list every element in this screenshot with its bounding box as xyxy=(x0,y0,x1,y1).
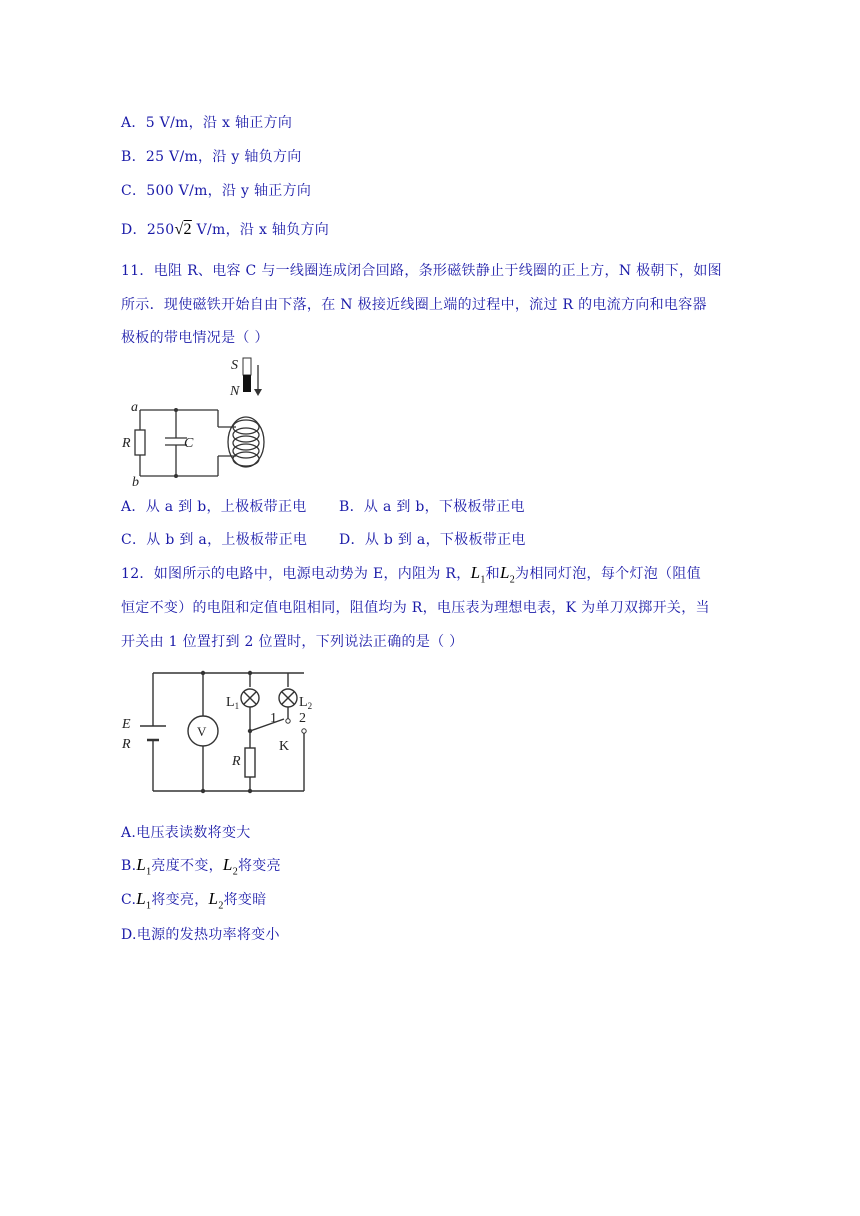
q12-stem-part-b: 为相同灯泡，每个灯泡（阻值 xyxy=(515,566,701,582)
q10-option-d xyxy=(121,219,329,239)
label-e: E xyxy=(122,717,131,732)
q12-option-b-end: 将变亮 xyxy=(238,858,281,874)
q11-option-b: B．从 a 到 b，下极板带正电 xyxy=(339,499,525,515)
q10-option-d-suffix: V/m，沿 x 轴负方向 xyxy=(191,222,330,238)
voltmeter-label: V xyxy=(197,724,207,739)
label-s: S xyxy=(231,358,238,373)
q12-stem-part-a: 12．如图所示的电路中，电源电动势为 E，内阻为 R， xyxy=(121,566,471,582)
label-pos2: 2 xyxy=(299,711,306,726)
q11-option-d: D．从 b 到 a，下极板带正电 xyxy=(339,532,526,548)
label-r: R xyxy=(232,754,241,769)
q12-stem-and: 和 xyxy=(485,566,500,582)
switch-contact-1 xyxy=(286,719,290,723)
label-r: R xyxy=(122,436,131,451)
magnet-south xyxy=(243,358,251,375)
symbol-l2: $L_2$ xyxy=(208,889,224,912)
label-b: b xyxy=(132,475,139,488)
q12-circuit-figure xyxy=(118,660,318,800)
q11-stem-line3: 极板的带电情况是（ ） xyxy=(121,330,269,346)
label-l2: $L_2$ xyxy=(299,695,313,711)
label-c: C xyxy=(184,436,194,451)
q10-option-c: C．500 V/m，沿 y 轴正方向 xyxy=(121,183,312,199)
magnet-north xyxy=(243,375,251,392)
label-n: N xyxy=(230,384,240,399)
switch-contact-2 xyxy=(302,729,306,733)
q12-option-c-mid: 将变亮， xyxy=(151,892,209,908)
q12-option-d: D.电源的发热功率将变小 xyxy=(121,927,280,943)
q12-option-c xyxy=(121,889,267,911)
q12-option-c-prefix: C. xyxy=(121,892,137,908)
symbol-l2: $L_2$ xyxy=(499,563,516,586)
q11-circuit-figure xyxy=(118,353,288,488)
sqrt-radicand: 2 xyxy=(183,221,192,238)
symbol-l1: $L_1$ xyxy=(470,563,486,586)
q12-option-b-mid: 亮度不变， xyxy=(151,858,223,874)
label-pos1: 1 xyxy=(270,711,277,726)
q12-option-a: A.电压表读数将变大 xyxy=(121,825,251,841)
q11-option-a: A．从 a 到 b，上极板带正电 xyxy=(121,499,307,515)
q11-option-c: C．从 b 到 a，上极板带正电 xyxy=(121,532,308,548)
q10-option-b: B．25 V/m，沿 y 轴负方向 xyxy=(121,149,302,165)
symbol-l1: $L_1$ xyxy=(136,855,152,878)
label-k: K xyxy=(279,739,290,754)
q12-stem-line1 xyxy=(121,563,701,585)
fall-arrow-icon xyxy=(254,389,262,396)
q12-option-b xyxy=(121,855,281,877)
q11-stem-line2: 所示．现使磁铁开始自由下落，在 N 极接近线圈上端的过程中，流过 R 的电流方向和电容器 xyxy=(121,297,707,313)
sqrt-symbol: √2 xyxy=(174,221,192,238)
q10-option-d-prefix: D．250 xyxy=(121,222,175,238)
q12-stem-line2: 恒定不变）的电阻和定值电阻相同，阻值均为 R，电压表为理想电表，K 为单刀双掷开关，当 xyxy=(121,600,710,616)
symbol-l2: $L_2$ xyxy=(222,855,238,878)
label-l1: $L_1$ xyxy=(226,695,240,711)
q11-stem-line1: 11．电阻 R、电容 C 与一线圈连成闭合回路，条形磁铁静止于线圈的正上方，N 极朝下，如图 xyxy=(121,263,722,279)
q12-stem-line3: 开关由 1 位置打到 2 位置时，下列说法正确的是（ ） xyxy=(121,634,464,650)
label-a: a xyxy=(131,400,138,415)
label-r-source: R xyxy=(122,737,131,752)
q12-option-c-end: 将变暗 xyxy=(223,892,267,908)
symbol-l1: $L_1$ xyxy=(136,889,152,912)
q12-option-b-prefix: B. xyxy=(121,858,137,874)
q10-option-a: A．5 V/m，沿 x 轴正方向 xyxy=(121,115,293,131)
